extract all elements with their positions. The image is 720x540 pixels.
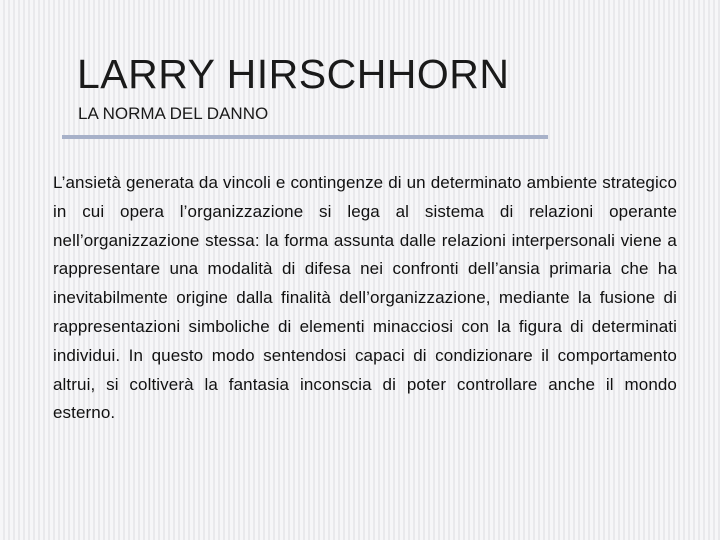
slide-subtitle: LA NORMA DEL DANNO — [78, 104, 269, 123]
slide-title: LARRY HIRSCHHORN — [77, 51, 510, 97]
body-paragraph: L’ansietà generata da vincoli e contingenze di un determinato ambiente strategico in cui opera l’organizzazione si lega al sistema di relazioni operante nell’organizzazione stessa: la forma assunta dalle relazioni interpersonali viene a rappresentare una modalità di difesa nei confronti dell’ansia primaria che ha inevitabilmente origine dalla finalità dell’organizzazione, mediante la fusione di rappresentazioni simboliche di elementi minacciosi con la figura di determinati individui. In questo modo sentendosi capaci di condizionare il comportamento altrui, si coltiverà la fantasia inconscia di poter controllare anche il mondo esterno. — [53, 173, 677, 423]
title-divider — [62, 135, 548, 139]
